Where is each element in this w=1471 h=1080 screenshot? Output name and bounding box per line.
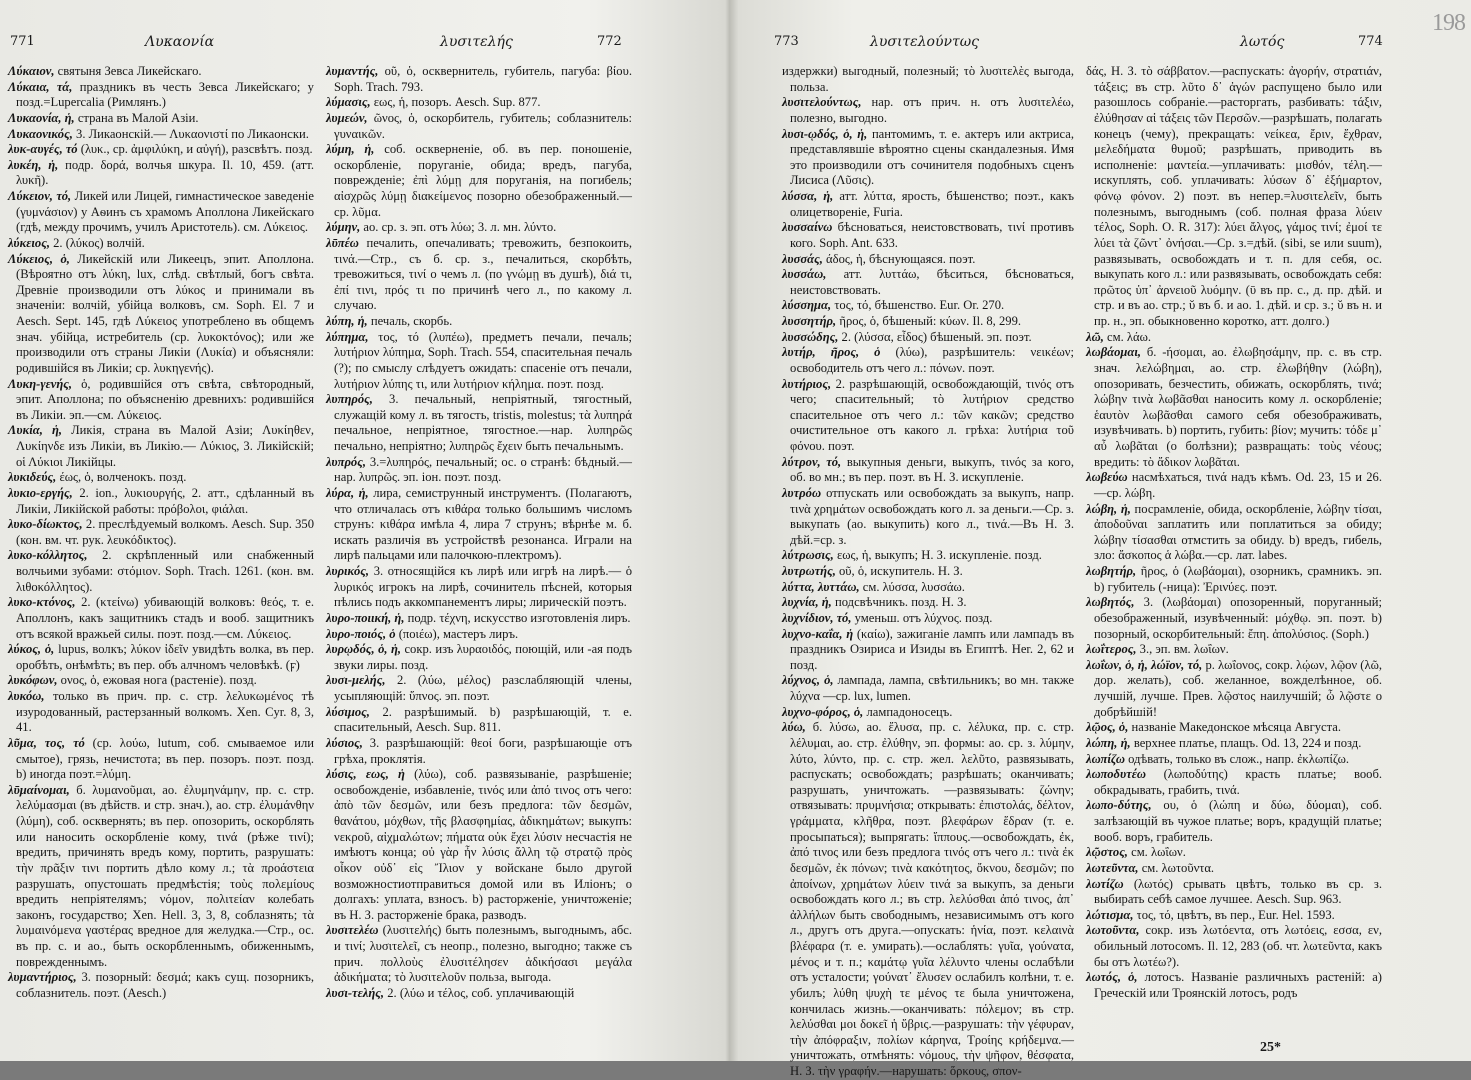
dictionary-entry (326, 314, 632, 330)
definition: бѣсноваться, неистовствовать, τινί противъ кого. Soph. Ant. 633. (790, 220, 1074, 250)
definition: 3. позорный: δεσμά; какъ сущ. позорникъ, соблазнитель. поэт. (Aesch.) (16, 970, 314, 1000)
headword: λύκος, ὁ, (8, 642, 55, 657)
headword: λώπη, ἡ, (1086, 735, 1131, 750)
dictionary-entry (326, 142, 632, 220)
dictionary-entry (1086, 720, 1382, 736)
dictionary-entry (782, 95, 1074, 126)
dictionary-entry (326, 486, 632, 564)
headword: λῡμαίνομαι, (8, 782, 70, 797)
dictionary-entry (782, 564, 1074, 580)
headword: Λύκειος, ὁ, (8, 251, 70, 266)
definition: только въ прич. пр. с. стр. λελυκωμένος тѣ изуродованный, растерзанный волкомъ. Xen. Cyr. 8, 3, 41. (16, 689, 314, 735)
definition: печаль, скорбь. (370, 314, 453, 328)
headword: λυπηρός, (326, 392, 373, 407)
definition: 2. разрѣшимый. b) разрѣшающій, т. е. спасительный, Aesch. Sup. 811. (334, 704, 632, 735)
headword: λυτρωτής, (782, 564, 836, 578)
dictionary-entry (782, 345, 1074, 376)
headword: Λυκη-γενής, (8, 376, 73, 391)
dictionary-entry (782, 720, 1074, 1079)
dictionary-entry (1086, 861, 1382, 877)
headword: λωπο-δύτης, (1086, 798, 1152, 813)
definition: см. λωΐων. (1131, 845, 1186, 860)
definition: см. λωτοῦντα. (1141, 860, 1215, 875)
definition: εως, ἡ, позоръ. Aesch. Sup. 877. (373, 95, 541, 110)
definition: 2. преслѣдуемый волкомъ. Aesch. Sup. 350 (кон. вм. чт. рук. λευκόδικτος). (16, 517, 314, 547)
headword: λωποδυτέω (1086, 767, 1146, 782)
dictionary-entry (8, 80, 314, 111)
definition: τος, τό, цвѣтъ, въ пер., Eur. Hel. 1593. (1136, 907, 1335, 922)
dictionary-entry (8, 486, 314, 517)
dictionary-entry (1086, 908, 1382, 924)
definition: атт. λυττάω, бѣситься, бѣсноваться, неистовствовать. (790, 267, 1074, 297)
headword: Λυκαονικός, (8, 126, 73, 141)
definition: 2. разрѣшающій, освобождающій, τινός отъ чего; спасительный; τὸ λυτήριον средство спасительное отъ чего л.: τῶν κακῶν; средство очистительное отъ какого л. грѣха: λυτήρια τοῦ φόνου. поэт. (790, 376, 1074, 453)
definition: пантомимъ, т. е. актеръ или актриса, представлявшіе вѣроятно сцены скандалезныя. Имя это производили отъ сочинителя подобныхъ сценъ Лисиса (Λῦσις). (790, 126, 1075, 188)
dictionary-entry (782, 486, 1074, 549)
headword: λυκο-κόλλητος, (8, 548, 88, 563)
guide-word-right: λωτός (1240, 34, 1285, 50)
dictionary-entry (1086, 64, 1382, 330)
headword: λώτισμα, (1086, 907, 1134, 922)
definition: άδος, ἡ, бѣснующаяся. поэт. (826, 251, 976, 266)
definition: Ликей или Лицей, гимнастическое заведеніе (γυμνάσιον) у Аѳинъ съ храмомъ Аполлона Ликейскаго (гдѣ, между прочимъ, училъ Аристотель). см. Λύκειος. (16, 189, 314, 235)
definition: выкупныя деньги, выкупъ, τινός за кого, об. во мн.; въ пер. поэт. въ Н. З. искупленіе. (790, 454, 1074, 485)
dictionary-entry (782, 314, 1074, 330)
dictionary-entry (8, 423, 314, 470)
page-number-772: 772 (597, 34, 622, 49)
definition: б. λύσω, ао. ἔλυσα, пр. с. λέλυκα, пр. с. стр. λέλυμαι, ао. стр. ἐλύθην, эп. формы: ао. ср. з. λύμην, λύτο, λύντο, пр. с. стр. жел. λελῦτο, развязывать, распускать; освобождать; разрѣшать; оканчивать; разрушать, уничтожать. —развязывать: ζώνην; отвязывать: πρυμνήσια; открывать: ἐπιστολάς, δέλτον, γράμματα, κλῆθρα, поэт. βλεφάρων ἕδραν (т. е. просыпаться); выпрягать: ἵππους.—освобождать, ἐκ, ἀπό τινος или безъ предлога τινός отъ чего л.: τινὰ ἐκ δεσμῶν, ἐκ πόνων; τινὰ κακότητος, ὄκνου, δεσμῶν; по ἀποίνων, χρημάτων λύειν τινά за выкупъ, за деньги освобождать кого л.; въ стр. λελύσθαι ἀπό τινος, ἀπ᾽ ἀλλήλων быть свободнымъ, независимымъ отъ кого л., другъ отъ друга.—опускать: ἡνία, поэт. κελαινὰ βλέφαρα (т. е. умирать).—ослаблять: γυῖα, γούνατα, μένος и т. п.; καμάτῳ γυῖα λέλυντο члены ослабѣли отъ усталости; γούνατ᾽ ἔλυσεν ослабилъ колѣни, т. е. убилъ; λύθη ψυχὴ τε μένος τε была уничтожена, кончилась жизнь.—оканчивать: πόλεμον; въ стр. λελύσθαι μοι δοκεῖ ἡ ὕβρις.—разрушать: τὴν γέφυραν, τὴν ἀπόφραξιν, πολίων κάρηνα, Τροίης κρήδεμνα.—уничтожать, отмѣнять: νόμους, τὴν ψῆφον, θέσφατα, Н. З. τὴν γραφήν.—нарушать: ὅρκους, σπον- (790, 720, 1074, 1078)
definition: (λύω), разрѣшитель: νεικέων; освободитель отъ чего л.: πόνων. поэт. (790, 345, 1074, 375)
definition: б. λυμανοῦμαι, ао. ἐλυμηνάμην, пр. с. стр. λελύμασμαι (въ дѣйств. и стр. знач.), ао. стр. ἐλυμάνθην (λύμη), соб. осквернять; въ пер. опозорить, оскорблять или наносить оскорбленіе кому, τινά (рѣже τινί); вредить, причинять вредъ кому, портить, разрушать: τὴν πρᾶξιν τινι портить дѣло кому л.; τὰ προάστεια разрушать, опустошать предмѣстія; τοὺς πολεμίους вредить непріятелямъ; νόμον, πολιτείαν колебать законъ, государство; Xen. Hell. 3, 3, 8, соблазнять; τὰ λυμαινόμενα γαστέρας вредное для желудка.—Стр., ос. въ пр. с. и ао., быть оскорбленнымъ, обиженнымъ, поврежденнымъ. (16, 782, 314, 969)
definition: 2. (λύω, μέλος) разслабляющій члены, усыпляющій: ὕπνος. эп. поэт. (334, 673, 632, 703)
dictionary-entry (8, 64, 314, 80)
dictionary-entry (782, 673, 1074, 704)
headword: Λύκειον, τό, (8, 189, 72, 203)
definition: лотосъ. Названіе различныхъ растеній: а) Греческій или Троянскій лотосъ, родъ (1094, 970, 1382, 1000)
headword: λώβη, ἡ, (1086, 501, 1131, 516)
headword: λωτίζω (1086, 876, 1124, 891)
definition: (λυκ., ср. ἀμφιλύκη, и αὐγή), разсвѣтъ. позд. (80, 142, 313, 157)
dictionary-entry (1086, 752, 1382, 768)
definition: издержки) выгодный, полезный; τὸ λυσιτελὲς выгода, польза. (782, 64, 1074, 94)
dictionary-entry (8, 236, 314, 252)
definition: верхнее платье, плащъ. Od. 13, 224 и позд. (1133, 735, 1362, 750)
dictionary-entry (1086, 798, 1382, 845)
dictionary-entry (782, 595, 1074, 611)
headword: λωβεύω (1086, 470, 1128, 485)
dictionary-entry (782, 377, 1074, 455)
headword: λύτρον, τό, (782, 454, 842, 469)
dictionary-entry (782, 64, 1074, 95)
dictionary-entry (8, 111, 314, 127)
dictionary-entry (1086, 767, 1382, 798)
headword: λυρῳδός, ὁ, ἡ, (326, 642, 402, 657)
dictionary-entry (326, 705, 632, 736)
definition: 3., эп. вм. λωΐων. (1139, 642, 1229, 657)
definition: 2. (λύκος) волчій. (53, 235, 145, 250)
headword: λύττα, λυττάω, (782, 579, 860, 594)
definition: атт. λύττα, ярость, бѣшенство; поэт., какъ олицетвореніе, Furia. (790, 189, 1074, 219)
headword: λυσσαίνω (782, 220, 833, 235)
dictionary-entry (326, 673, 632, 704)
headword: λυκόφων, (8, 673, 58, 688)
dictionary-entry (8, 642, 314, 673)
handwritten-sheet-number: 198 (1432, 10, 1465, 36)
headword: λυρο-ποιική, ἡ, (326, 610, 405, 625)
dictionary-entry (8, 548, 314, 595)
dictionary-entry (1086, 502, 1382, 565)
dictionary-entry (8, 470, 314, 486)
headword: λυσσητήρ, (782, 314, 837, 328)
headword: λῷος, ὁ, (1086, 720, 1129, 735)
dictionary-column-3 (782, 64, 1075, 1078)
dictionary-entry (326, 220, 632, 236)
definition: ῆρος, ὁ, бѣшеный: κύων. Il. 8, 299. (839, 314, 1022, 328)
dictionary-entry (8, 595, 314, 642)
headword: λύπημα, (326, 329, 369, 344)
headword: λύσιος, (326, 735, 363, 750)
dictionary-entry (782, 330, 1074, 346)
headword: λυρικός, (326, 564, 370, 578)
definition: τος, τό (λυπέω), предметъ печали, печаль; λυτήριον λύπημα, Soph. Trach. 554, спасительная печаль (?); по смыслу слѣдуетъ ожидать: спасеніе отъ печали, λυτήριον λύπης τι, или λυτήριον κήλημα. поэт. позд. (334, 329, 632, 391)
headword: λυκιδεύς, (8, 470, 57, 485)
headword: λωβητός, (1086, 595, 1135, 610)
headword: λύω, (782, 720, 806, 735)
dictionary-entry (1086, 595, 1382, 642)
dictionary-entry (782, 189, 1074, 220)
definition: (ποιέω), мастеръ лиръ. (398, 626, 519, 641)
definition: посрамленіе, обида, оскорбленіе, λώβην τίσαι, ἀποδοῦναι заплатить или поплатиться за обиду; λώβην τίσασθαι отмстить за обиду. b) вредъ, гибель, зло: ἄσκοπος ἁ λώβα.—ср. лат. labes. (1094, 501, 1382, 563)
headword: λυτρόω (782, 485, 822, 500)
dictionary-column-1 (8, 64, 314, 1047)
dictionary-entry (326, 455, 632, 486)
definition: (λυσιτελής) быть полезнымъ, выгоднымъ, абс. и τινί; λυσιτελεῖ, съ неопр., полезно, выгодно; также съ прич. πολλοὺς ἐλυσιτέλησεν ἀδικήσασι μεγάλα ἀδικήματα; τὸ λυσιτελοῦν польза, выгода. (334, 923, 632, 985)
definition: святыня Зевса Ликейскаго. (57, 64, 202, 78)
definition: 3. (λωβάομαι) опозоренный, поруганный; обезображенный, изувѣченный: μόχθῳ. эп. поэт. b) позорный, оскорбительный: ἔπη. ἀπολύσιος. (Soph.) (1094, 595, 1382, 641)
dictionary-entry (326, 611, 632, 627)
dictionary-entry (8, 673, 314, 689)
page-number-773: 773 (774, 34, 799, 49)
headword: Λυκαονία, ἡ, (8, 110, 75, 125)
dictionary-entry (782, 220, 1074, 251)
definition: 2. (κτείνω) убивающій волковъ: θεός, т. е. Аполлонъ, какъ защитникъ стадъ и вооб. защитникъ отъ всякой вражьей силы. поэт. позд.—см. Λύκειος. (16, 595, 314, 641)
headword: λυτήρ, ῆρος, ὁ (782, 345, 881, 360)
definition: 2. ion., λυκιουργής, 2. атт., сдѣланный въ Ликіи, Ликійской работы: πρόβολοι, φιάλαι. (16, 485, 314, 516)
dictionary-entry (1086, 923, 1382, 970)
dictionary-entry (326, 986, 632, 1002)
dictionary-entry (782, 705, 1074, 721)
definition: τος, τό, бѣшенство. Eur. Or. 270. (834, 298, 1005, 313)
dictionary-entry (8, 142, 314, 158)
definition: Ликія, страна въ Малой Азіи; Λυκίηθεν, Λυκίηνδε изъ Ликіи, въ Ликію.— Λύκιος, 3. Ликійскій; οἱ Λύκιοι Ликійцы. (16, 423, 314, 469)
dictionary-entry (782, 267, 1074, 298)
dictionary-entry (1086, 330, 1382, 346)
headword: λυσσάς, (782, 251, 823, 266)
definition: уменьш. отъ λύχνος. позд. (854, 610, 993, 625)
headword: λύσσα, ἡ, (782, 189, 834, 203)
headword: λωτεῦντα, (1086, 860, 1139, 875)
dictionary-entry (1086, 642, 1382, 658)
headword: λωπίζω (1086, 751, 1125, 766)
dictionary-entry (326, 392, 632, 455)
definition: отпускать или освобождать за выкупъ, напр. τινὰ χρημάτων освобождать кого л. за деньги.—Ср. з. выкупать (ао. выкупить) кого л., τινά.—Въ Н. З. дѣй.=ср. з. (790, 485, 1074, 547)
dictionary-entry (1086, 845, 1382, 861)
guide-word-left: λυσιτελούντως (870, 34, 980, 50)
dictionary-entry (8, 252, 314, 377)
definition: соб. оскверненіе, об. въ пер. поношеніе, оскорбленіе, поруганіе, обида; вредъ, пагуба, поврежденіе; ἐπὶ λύμῃ для поруганія, на погибель; αἰσχρῶς λύμῃ διακείμενος позорно обезображенный.—ср. λῦμα. (334, 142, 632, 219)
dictionary-entry (782, 298, 1074, 314)
dictionary-entry (8, 783, 314, 971)
headword: λυσιτελέω (326, 923, 379, 938)
dictionary-entry (8, 517, 314, 548)
guide-word-right: λυσιτελής (440, 34, 513, 50)
headword: λυκο-κτόνος, (8, 595, 76, 610)
dictionary-entry (8, 158, 314, 189)
definition: 2. (λύσσα, εἶδος) бѣшеный. эп. поэт. (841, 329, 1032, 344)
definition: 2. скрѣпленный или снабженный волчьими зубами: στόμιον. Soph. Trach. 1261. (кон. вм. λιθοκόλλητος). (16, 548, 314, 594)
dictionary-entry (326, 564, 632, 611)
headword: λυχνίδιον, τό, (782, 610, 852, 625)
headword: λῷστος, (1086, 845, 1128, 860)
headword: λύσσημα, (782, 298, 832, 313)
footer-signature: 25* (1260, 1040, 1281, 1055)
headword: λυμαντήριος, (8, 970, 77, 985)
dictionary-entry (8, 189, 314, 236)
headword: λῦμα, τος, τό (8, 735, 85, 750)
dictionary-entry (326, 627, 632, 643)
definition: см. λύσσα, λυσσάω. (862, 579, 965, 594)
headword: λωτοῦντα, (1086, 923, 1140, 938)
dictionary-entry (1086, 564, 1382, 595)
definition: 3. Ликаонскій.— Λυκαονιστί по Ликаонски. (76, 126, 309, 141)
definition: lupus, волкъ; λύκον ἰδεῖν увидѣть волка, въ пер. оробѣть, онѣмѣть; въ пер. объ алчномъ человѣкѣ. (ϝ) (16, 642, 314, 672)
headword: λωβητήρ, (1086, 564, 1137, 578)
dictionary-entry (782, 127, 1074, 190)
definition: страна въ Малой Азіи. (77, 110, 199, 125)
headword: λωβάομαι, (1086, 345, 1142, 360)
dictionary-entry (8, 736, 314, 783)
dictionary-entry (782, 611, 1074, 627)
headword: λυχνο-φόρος, ὁ, (782, 704, 864, 719)
headword: λυχνο-καΐα, ἡ (782, 626, 854, 641)
definition: лира, семиструнный инструментъ. (Полагаютъ, что отличалась отъ κιθάρα только большимъ числомъ струнъ: κιθάρα имѣла 4, лира 7 струнъ; вѣрнѣе м. б. искать различія въ устройствѣ резонанса. Играли на лирѣ пальцами или палочкою-плектромъ). (334, 485, 632, 563)
definition: праздникъ въ честь Зевса Ликейскаго; у позд.=Lupercalia (Римлянъ.) (16, 79, 314, 110)
dictionary-entry (326, 236, 632, 314)
page-number-774: 774 (1358, 34, 1383, 49)
dictionary-entry (782, 548, 1074, 564)
definition: εως, ἡ, выкупъ; Н. З. искупленіе. позд. (836, 548, 1042, 563)
definition: подр. δορά, волчья шкура. Il. 10, 459. (атт. λυκῆ). (16, 157, 314, 188)
headword: λυτήριος, (782, 376, 832, 391)
definition: нар. отъ прич. н. отъ λυσιτελέω, полезно, выгодно. (790, 95, 1074, 125)
left-page (0, 0, 736, 1061)
headword: λυκόω, (8, 689, 45, 703)
definition: ου, ὁ (λώπη и δύω, δύομαι), соб. залѣзающій въ чужое платье; воръ, крадущій платье; вооб. воръ, грабитель. (1094, 798, 1382, 844)
dictionary-entry (1086, 970, 1382, 1001)
dictionary-entry (782, 252, 1074, 268)
definition: (καίω), зажиганіе лампъ или лампадъ въ праздникъ Озириса и Изиды въ Египтѣ. Her. 2, 62 и позд. (790, 626, 1075, 672)
headword: λωΐτερος, (1086, 642, 1137, 657)
dictionary-column-4 (1086, 64, 1382, 1047)
dictionary-entry (326, 330, 632, 393)
dictionary-entry (326, 642, 632, 673)
dictionary-entry (782, 455, 1074, 486)
headword: λωτός, ὁ, (1086, 970, 1138, 985)
headword: λυκ-αυγές, τό (8, 142, 78, 157)
definition: ὁ, родившійся отъ свѣта, свѣтородный, эпит. Аполлона; по объясненію древнихъ: родившійся въ Ликіи. эп.—см. Λύκειος. (16, 376, 314, 422)
definition: δάς, Н. З. τὸ σάββατον.—распускать: ἀγορήν, στρατιάν, τάξεις; въ стр. λῦτο δ᾽ ἀγών распущено было или разошлось собраніе.—расторгать, разбивать: τάξιν, ἐλύθησαν αἱ τάξεις τῶν Περσῶν.—разрѣшать, полагать конецъ (чему), прекращать: νείκεα, ἔριν, ἔχθραν, μελεδήματα θυμοῦ; разрѣшать, приводить въ исполненіе: μαντεία.—уплачивать: μισθόν, τέλη.—искуплять, соб. уплачивать: λύσων δ᾽ ἐξήμαρτον, φόνῳ φόνον. 2) поэт. въ непер.=λυσιτελεῖν, быть полезнымъ, выгоднымъ (соб. полная фраза λύειν τέλος, Soph. O. R. 317): λύει ἄλγος, γάμος τινί; ἐμοί τε λύει τὰ ζῶντ᾽ ὀνήσαι.—Ср. з.=дѣй. (sibi, se или suum), развязывать, освобождать и т. п. для себя, ос. выкупать кого л.: или развязывать, освобождать себя: πρῶτος ὑπ᾽ ἀρνειοῦ λυόμην. (ῡ въ пр. с., д. пр. дѣй. и стр. и въ ао. стр.; ῠ въ б. и ао. 1. дѣй. и ср. з.; ῠ въ н. и пр. н., эп. обыкновенно коротко, атт. долго.) (1086, 64, 1382, 328)
headword: λυσι-μελής, (326, 673, 386, 688)
headword: λύσιμος, (326, 704, 370, 719)
definition: б. -ήσομαι, ао. ἐλωβησάμην, пр. с. въ стр. знач. λελώβημαι, ао. стр. ἐλωβήθην (λώβη), опозоривать, безчестить, обижать, оскорблять, τινά; λώβην τινὰ λωβᾶσθαι наносить кому л. оскорбленіе; ἑαυτὸν λωβᾶσθαι самого себя обезображивать, изувѣчивать. b) портить, губить: βίον; мучить: τόδε μ᾽ αὖ λωβᾶται (о болѣзни); развращать: τοὺς νέους; вредить: τὸ ἄδικον λωβᾶται. (1094, 345, 1382, 469)
definition: ονος, ὁ, ежовая нога (растеніе). позд. (60, 673, 257, 688)
dictionary-entry (326, 923, 632, 986)
right-page (740, 0, 1471, 1078)
dictionary-entry (8, 689, 314, 736)
definition: 3. разрѣшающій: θεοί боги, разрѣшающіе отъ грѣха, проклятія. (334, 735, 632, 766)
headword: Λύκαια, τά, (8, 79, 73, 94)
headword: λύχνος, ὁ, (782, 673, 834, 688)
definition: печалить, опечаливать; тревожить, безпокоить, τινά.—Стр., съ б. ср. з., печалиться, скорбѣть, тревожиться, τινί о чемъ л. (по γνώμῃ въ душѣ), διά τι, ἐπί τινι, πρός τι по причинѣ чего л., по какому л. случаю. (334, 235, 632, 313)
headword: λυκο-δίωκτος, (8, 517, 83, 532)
headword: λυκιο-εργής, (8, 485, 73, 500)
dictionary-entry (326, 736, 632, 767)
definition: лампада, лампа, свѣтильникъ; во мн. также λύχνα —ср. lux, lumen. (790, 673, 1074, 703)
definition: лампадоносецъ. (866, 704, 953, 719)
definition: 3. относящійся къ лирѣ или игрѣ на лирѣ.— ὁ λυρικός игрокъ на лирѣ, сочинитель пѣсней, которыя пѣлись подъ аккомпанементъ лиры; лирическій поэтъ. (334, 564, 632, 610)
headword: λύσις, εως, ἡ (326, 767, 405, 782)
definition: названіе Македонское мѣсяца Августа. (1131, 720, 1342, 735)
headword: λυσι-τελής, (326, 985, 385, 1000)
definition: Ликейскій или Ликеецъ, эпит. Аполлона. (Вѣроятно отъ λύκη, lux, слѣд. свѣтлый, богъ свѣта. Древніе производили отъ λύκος и принимали въ значеніи: волчій, убійца волковъ, см. Soph. El. 7 и Aesch. Sept. 145, гдѣ Λύκειος употреблено въ общемъ знач. убійца, истребитель (ср. λυκοκτόνος); или же производили отъ страны Ликіи (Λυκία) и объясняли: родившійся въ Ликіи; ср. λυκηγενής). (16, 251, 314, 375)
headword: λυμεών, (326, 110, 368, 125)
headword: λύμασις, (326, 95, 371, 110)
headword: λύκειος, (8, 235, 50, 250)
headword: λῡπέω (326, 235, 359, 250)
headword: λυκέη, ἡ, (8, 157, 59, 172)
definition: сокр. изъ λωτόεντα, отъ λωτόεις, εσσα, εν, обильный лотосомъ. Il. 12, 283 (об. чт. λωτεῦντα, какъ бы отъ λωτέω?). (1094, 923, 1382, 969)
definition: (λύω), соб. развязываніе, разрѣшеніе; освобожденіе, избавленіе, τινός или ἀπό τινος отъ чего: ἀπὸ τῶν δεσμῶν, или безъ предлога: τῶν δεσμῶν, θανάτου, μόχθων, τῆς βλασφημίας, ἀδικημάτων; выкупъ: νεκροῦ, αἰχμαλώτων; πήματα οὐκ ἔχει λύσιν несчастія не имѣютъ конца; οὐ γὰρ ἦν λύσις ἄλλη τῷ στρατῷ πρὸς οἶκον οὐδ᾽ εἰς Ἴλιον у войскане было другой возможностиотправиться домой или въ Иліонъ; о долгахъ: уплата, взносъ. b) расторженіе, уничтоженіе; въ Н. З. расторженіе брака, разводъ. (334, 767, 632, 922)
headword: λωΐων, ὁ, ἡ, λώϊον, τό, (1086, 657, 1203, 672)
headword: λυσι-ῳδός, ὁ, ἡ, (782, 126, 868, 141)
headword: λύμην, (326, 220, 361, 235)
headword: λύρα, ἡ, (326, 485, 369, 500)
headword: λυπρός, (326, 454, 366, 469)
dictionary-entry (326, 767, 632, 923)
headword: λύτρωσις, (782, 548, 834, 563)
headword: Λυκία, ἡ, (8, 423, 63, 438)
dictionary-entry (782, 580, 1074, 596)
definition: подсвѣчникъ. позд. Н. З. (835, 595, 967, 610)
dictionary-entry (1086, 736, 1382, 752)
dictionary-entry (8, 127, 314, 143)
dictionary-entry (326, 95, 632, 111)
headword: λυμαντής, (326, 64, 379, 78)
headword: λύπη, ἡ, (326, 314, 368, 328)
definition: подр. τέχνη, искусство изготовленія лиръ. (407, 610, 631, 625)
definition: см. λάω. (1107, 329, 1152, 344)
definition: (λωτός) срывать цвѣтъ, только въ ср. з. выбирать себѣ самое лучшее. Aesch. Sup. 963. (1094, 876, 1383, 907)
definition: (ср. λούω, lutum, соб. смываемое или смытое), грязь, нечистота; въ пер. позоръ. поэт. позд. b) иногда поэт.=λύμη. (16, 735, 315, 782)
definition: одѣвать, только въ слож., напр. ἐκλωπίζω. (1128, 751, 1350, 766)
definition: насмѣхаться, τινά надъ кѣмъ. Od. 23, 15 и 26.—ср. λώβη. (1094, 470, 1382, 500)
headword: λύμη, ἡ, (326, 142, 375, 157)
headword: Λύκαιον, (8, 64, 55, 78)
definition: (λωποδύτης) красть платье; вооб. обкрадывать, грабить, τινά. (1094, 767, 1382, 797)
definition: 3. печальный, непріятный, тягостный, служащій кому л. въ тягость, tristis, molestus; τὰ λυπηρά печальное, непріятное, тягостное.—нар. λυπηρῶς печально, непріятно; λυπηρῶς ἔχειν быть печальнымъ. (334, 392, 632, 453)
guide-word-left: Λυκαονία (145, 34, 215, 50)
definition: ῆρος, ὁ (λωβάομαι), озорникъ, срамникъ. эп. b) губитель (-ница): Ἐρινύες. поэт. (1094, 564, 1382, 594)
headword: λυρο-ποιός, ὁ (326, 626, 396, 641)
headword: λυσσώδης, (782, 329, 839, 344)
definition: οῦ, ὁ, осквернитель, губитель, пагуба: βίου. Soph. Trach. 793. (334, 64, 632, 94)
dictionary-entry (8, 970, 314, 1001)
dictionary-entry (1086, 345, 1382, 470)
dictionary-column-2 (326, 64, 632, 1047)
dictionary-entry (1086, 658, 1382, 721)
dictionary-entry (1086, 877, 1382, 908)
dictionary-entry (1086, 470, 1382, 501)
definition: сокр. изъ λυραοιδός, поющій, или -ая подъ звуки лиры. позд. (334, 642, 632, 672)
dictionary-entry (326, 111, 632, 142)
headword: λῶ, (1086, 329, 1104, 344)
dictionary-entry (8, 377, 314, 424)
headword: λυσιτελούντως, (782, 95, 862, 110)
definition: ῶνος, ὁ, оскорбитель, губитель; соблазнитель: γυναικῶν. (334, 110, 632, 141)
definition: έως, ὁ, волченокъ. позд. (59, 470, 187, 485)
headword: λυσσάω, (782, 267, 827, 282)
dictionary-entry (326, 64, 632, 95)
definition: ао. ср. з. эп. отъ λύω; 3. л. мн. λύντο. (363, 220, 557, 235)
definition: 3.=λυπηρός, печальный; ос. о странѣ: бѣдный.—нар. λυπρῶς. эп. іон. поэт. позд. (334, 454, 632, 485)
definition: οῦ, ὁ, искупитель. Н. З. (839, 564, 963, 578)
definition: р. λωΐονος, сокр. λῴων, λῷον (λῶ, дор. желать), соб. желанное, вожделѣнное, об. лучшій, лучше. Прев. λῷστος наилучшій; ὦ λῷστε о добрѣйшій! (1094, 657, 1383, 719)
dictionary-entry (782, 627, 1074, 674)
headword: λυχνία, ἡ, (782, 595, 832, 610)
definition: 2. (λύω и τέλος, соб. уплачивающій (387, 985, 575, 1000)
page-number-771: 771 (10, 34, 35, 49)
